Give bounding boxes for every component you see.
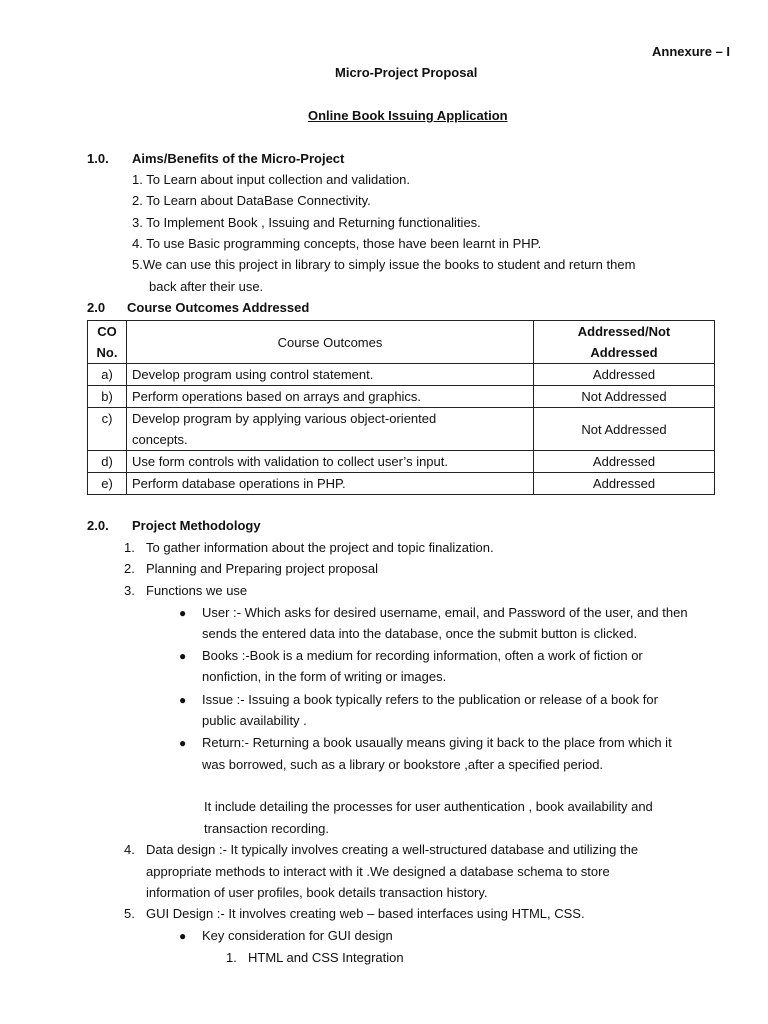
table-row <box>88 451 715 473</box>
method-item-number: 2. <box>124 561 135 576</box>
bullet-icon: ● <box>179 693 187 707</box>
section1-heading: Aims/Benefits of the Micro-Project <box>132 151 345 166</box>
bullet-text: Issue :- Issuing a book typically refers to the publication or release of a book for <box>202 692 658 707</box>
aim-item: 1. To Learn about input collection and validation. <box>132 172 411 187</box>
method-item-number: 4. <box>124 842 135 857</box>
method-item-text: Planning and Preparing project proposal <box>146 561 378 576</box>
method-item-text: appropriate methods to interact with it .We designed a database schema to store <box>146 864 610 879</box>
header-course-outcomes: Course Outcomes <box>127 321 534 364</box>
status-cell: Addressed <box>534 451 715 473</box>
co-cell: b) <box>88 386 127 408</box>
outcome-cell: Perform database operations in PHP. <box>127 473 534 495</box>
outcome-cell: Develop program using control statement. <box>127 364 534 386</box>
bullet-icon: ● <box>179 649 187 663</box>
header-co-no <box>88 321 127 364</box>
header-co-line: CO <box>97 324 117 339</box>
annexure-label: Annexure – I <box>652 44 731 59</box>
note-text: transaction recording. <box>204 821 330 836</box>
bullet-icon: ● <box>179 929 187 943</box>
aim-item-continuation: back after their use. <box>149 279 264 294</box>
bullet-text: Books :-Book is a medium for recording information, often a work of fiction or <box>202 648 643 663</box>
bullet-text: public availability . <box>202 713 307 728</box>
aim-item: 2. To Learn about DataBase Connectivity. <box>132 193 371 208</box>
aim-item: 5.We can use this project in library to simply issue the books to student and return them <box>132 257 636 272</box>
section3-heading: Project Methodology <box>132 518 261 533</box>
method-item-text: Data design :- It typically involves creating a well-structured database and utilizing the <box>146 842 639 857</box>
sub-item-number: 1. <box>226 950 237 965</box>
bullet-text: nonfiction, in the form of writing or images. <box>202 669 447 684</box>
bullet-text: Key consideration for GUI design <box>202 928 393 943</box>
sub-item-text: HTML and CSS Integration <box>248 950 404 965</box>
course-outcomes-table <box>87 320 715 495</box>
method-item-text: To gather information about the project and topic finalization. <box>146 540 494 555</box>
section2-number: 2.0 <box>87 300 106 315</box>
table-row <box>88 386 715 408</box>
method-item-number: 3. <box>124 583 135 598</box>
co-cell: c) <box>88 408 127 451</box>
header-addressed <box>534 321 715 364</box>
table-row <box>88 408 715 451</box>
status-cell: Addressed <box>534 473 715 495</box>
status-cell: Not Addressed <box>534 408 715 451</box>
outcome-line: Develop program by applying various object-oriented <box>132 411 437 426</box>
aim-item: 3. To Implement Book , Issuing and Returning functionalities. <box>132 215 481 230</box>
aim-item: 4. To use Basic programming concepts, those have been learnt in PHP. <box>132 236 542 251</box>
header-addressed-line: Addressed <box>590 345 658 360</box>
bullet-text: sends the entered data into the database, once the submit button is clicked. <box>202 626 638 641</box>
table-row <box>88 364 715 386</box>
bullet-text: was borrowed, such as a library or bookstore ,after a specified period. <box>202 757 604 772</box>
section3-number: 2.0. <box>87 518 109 533</box>
bullet-icon: ● <box>179 606 187 620</box>
method-item-number: 5. <box>124 906 135 921</box>
co-cell: a) <box>88 364 127 386</box>
co-cell: d) <box>88 451 127 473</box>
status-cell: Addressed <box>534 364 715 386</box>
method-item-text: information of user profiles, book details transaction history. <box>146 885 488 900</box>
section1-number: 1.0. <box>87 151 109 166</box>
status-cell: Not Addressed <box>534 386 715 408</box>
header-co-line: No. <box>96 345 118 360</box>
co-cell: e) <box>88 473 127 495</box>
document-title: Micro-Project Proposal <box>335 65 478 80</box>
bullet-text: Return:- Returning a book usaually means giving it back to the place from which it <box>202 735 672 750</box>
outcome-cell <box>127 408 534 451</box>
outcome-cell: Perform operations based on arrays and graphics. <box>127 386 534 408</box>
bullet-icon: ● <box>179 736 187 750</box>
bullet-text: User :- Which asks for desired username, email, and Password of the user, and then <box>202 605 688 620</box>
document-subtitle: Online Book Issuing Application <box>308 108 508 123</box>
table-header-row <box>88 321 715 364</box>
outcome-cell: Use form controls with validation to collect user’s input. <box>127 451 534 473</box>
method-item-text: Functions we use <box>146 583 248 598</box>
section2-heading: Course Outcomes Addressed <box>127 300 310 315</box>
method-item-text: GUI Design :- It involves creating web – based interfaces using HTML, CSS. <box>146 906 585 921</box>
table-row <box>88 473 715 495</box>
method-item-number: 1. <box>124 540 135 555</box>
note-text: It include detailing the processes for user authentication , book availability and <box>204 799 653 814</box>
outcome-line: concepts. <box>132 432 188 447</box>
header-addressed-line: Addressed/Not <box>577 324 671 339</box>
